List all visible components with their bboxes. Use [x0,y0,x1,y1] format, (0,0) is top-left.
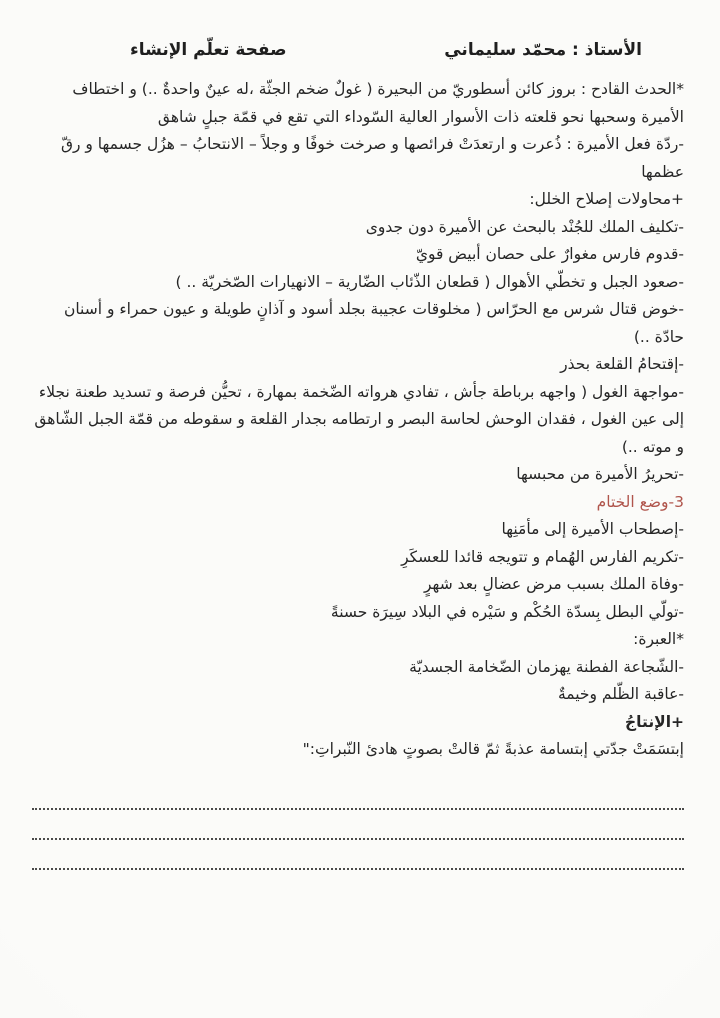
paragraph-moral-1: -الشّجاعة الفطنة يهزمان الضّخامة الجسديّة [409,657,684,676]
answer-area [30,780,684,870]
paragraph-king-death: -وفاة الملك بسبب مرض عضالٍ بعد شهرٍ [424,575,684,593]
paragraph-ogre-confrontation: -مواجهة الغول ( واجهه برباطة جأش ، تفادي هرواته الضّخمة بمهارة ، تحيُّن فرصة و تسديد طعنة نجلاء إلى عين الغول ، فقدان الوحش لحاسة البصر و ارتطامه بجدار القلعة و سقوطه من قمّة الجبل الشّاهق و موته ..) [34,382,684,456]
paragraph-princess-freed: -تحريرُ الأميرة من محبسها [516,465,684,483]
paragraph-castle-entry: -إقتحامُ القلعة بحذر [560,355,684,373]
answer-dotted-line [32,840,684,870]
paragraph-king-order: -تكليف الملك للجُنْد بالبحث عن الأميرة دون جدوى [365,217,684,236]
answer-dotted-line [32,780,684,810]
paragraph-knight-arrival: -قدوم فارس مغوارٌ على حصان أبيض قويّ [415,245,684,263]
paragraph-moral-2: -عاقبة الظّلم وخيمةٌ [557,685,684,703]
paragraph-princess-returned: -إصطحاب الأميرة إلى مأمَنِها [501,520,684,538]
paragraph-princess-reaction: -ردّة فعل الأميرة : ذُعرت و ارتعدَتْ فرائصها و صرخت خوفًا و وجلاً – الانتحابُ – هزُل جسمها و رقّ عظمها [60,135,684,181]
document-body [0,76,720,870]
section-heading-conclusion: 3-وضع الختام [596,492,684,511]
page-header [0,40,720,60]
paragraph-mountain-climb: -صعود الجبل و تخطّي الأهوال ( قطعان الذّئاب الضّارية – الانهيارات الصّخريّة .. ) [175,272,684,291]
paragraph-hero-rules: -تولّي البطل بِسدّة الحُكْم و سَيْره في البلاد سِيرَة حسنةً [330,602,684,621]
answer-dotted-line [32,810,684,840]
production-opening-sentence: إبتسَمَتْ جدّتي إبتسامة عذبةً ثمّ قالتْ بصوتٍ هادئ النّبراتِ:" [302,740,684,758]
paragraph-knight-honored: -تكريم الفارس الهُمام و تتويجه قائدا للعسكَرِ [401,547,684,566]
paragraph-moral-heading: *العبرة: [633,630,684,648]
paragraph-triggering-event: *الحدث القادح : بروز كائن أسطوريّ من البحيرة ( غولٌ ضخم الجثّة ،له عينٌ واحدةٌ ..) و اختطاف الأميرة وسحبها نحو قلعته ذات الأسوار العالية السّوداء التي تقع في قمّة جبلٍ شاهق [72,80,684,126]
paragraph-guards-fight: -خوض قتال شرس مع الحرّاس ( مخلوقات عجيبة بجلد أسود و آذانٍ طويلة و عيون حمراء و أسنان حادّة ..) [63,300,684,346]
header-teacher-name: الأستاذ : محمّد سليماني [444,40,642,60]
production-heading: +الإنتاجُ [625,712,684,731]
paragraph-fix-attempts-heading: +محاولات إصلاح الخلل: [529,190,684,208]
header-page-title: صفحة تعلّم الإنشاء [130,40,287,60]
